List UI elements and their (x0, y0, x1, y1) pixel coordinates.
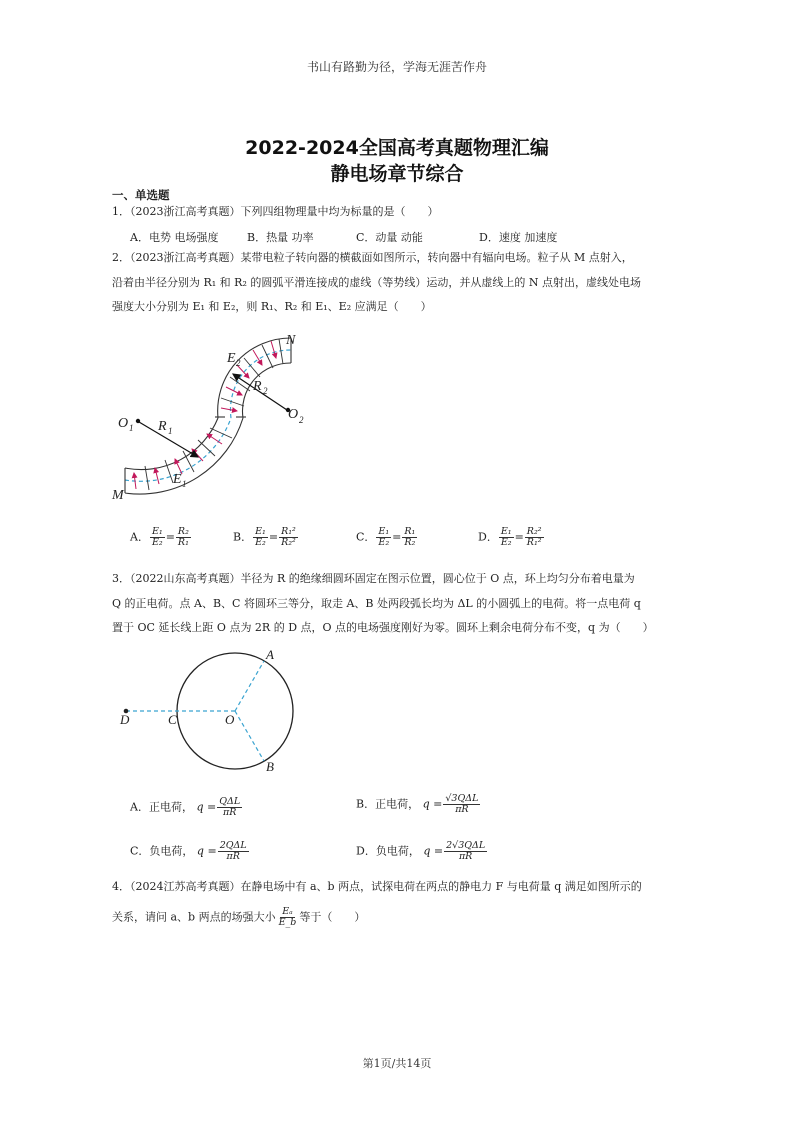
q3-line2: Q 的正电荷。点 A、B、C 将圆环三等分，取走 A、B 处两段弧长均为 ΔL 的小圆弧上的电荷。将一点电荷 q (112, 597, 641, 610)
q2-option-a: A． $\frac{\text{E₁}}{\text{E₂}}$ = $\frac{\text{R₂}}{\text{R₁}}$ (130, 526, 189, 548)
label-R1-sub: 1 (168, 426, 173, 436)
label-E2-sub: 2 (236, 358, 241, 368)
q1-option-a: A．电势 电场强度 (130, 231, 219, 244)
q3-option-d: D．负电荷， q = $\frac{\text{2√3QΔL}}{\pi R}$ (356, 840, 486, 862)
label-O: O (225, 712, 235, 727)
q3-ring-figure (112, 645, 312, 777)
q2-line1: 2．（2023浙江高考真题）某带电粒子转向器的横截面如图所示，转向器中有辐向电场。粒子从 M 点射入， (112, 251, 633, 264)
q3-option-c: C．负电荷， q = $\frac{\text{2QΔL}}{\pi R}$ (130, 840, 247, 862)
q2-deflector-figure (105, 318, 320, 513)
q1-option-d: D．速度 加速度 (479, 231, 558, 244)
label-O2-sub: 2 (299, 415, 304, 425)
q3-line1: 3．（2022山东高考真题）半径为 R 的绝缘细圆环固定在图示位置，圆心位于 O 点，环上均匀分布着电量为 (112, 572, 635, 585)
q2-option-d: D． $\frac{\text{E₁}}{\text{E₂}}$ = $\frac{\text{R₂²}}{\text{R₁²}}$ (478, 526, 542, 548)
label-O1: O (118, 416, 129, 431)
page-header: 书山有路勤为径，学海无涯苦作舟 (306, 60, 487, 74)
q2-line2: 沿着由半径分别为 R₁ 和 R₂ 的圆弧平滑连接成的虚线（等势线）运动，并从虚线上的 N 点射出，虚线处电场 (112, 276, 641, 289)
q2-option-b: B． $\frac{\text{E₁}}{\text{E₂}}$ = $\frac{\text{R₁²}}{\text{R₂²}}$ (233, 526, 296, 548)
label-R1: R (158, 419, 167, 434)
label-M: M (112, 488, 124, 503)
label-E1-sub: 1 (182, 479, 187, 489)
page-footer: 第1页/共14页 (362, 1057, 432, 1070)
q4-line2: 关系，请问 a、b 两点的场强大小 $\frac{\text{Eₐ}}{E\_b}$ 等于（ ） (112, 906, 366, 928)
q1-option-b: B．热量 功率 (247, 231, 314, 244)
label-B: B (266, 759, 274, 774)
label-R2-sub: 2 (263, 386, 268, 396)
label-C: C (168, 712, 177, 727)
label-O2: O (288, 407, 299, 422)
q3-line3: 置于 OC 延长线上距 O 点为 2R 的 D 点，O 点的电场强度刚好为零。圆环上剩余电荷分布不变，q 为（ ） (112, 621, 654, 634)
label-O1-sub: 1 (129, 423, 134, 433)
doc-title: 2022-2024全国高考真题物理汇编 (245, 137, 549, 159)
q3-option-a: A．正电荷， q = $\frac{\text{QΔL}}{\pi R}$ (130, 796, 241, 818)
label-E2: E (227, 351, 236, 366)
label-E1: E (173, 472, 182, 487)
section-heading: 一、单选题 (112, 188, 170, 202)
label-R2: R (253, 379, 262, 394)
q3-option-b: B．正电荷， q = $\frac{\text{√3QΔL}}{\pi R}$ (356, 793, 479, 815)
label-A: A (266, 647, 274, 662)
label-D: D (120, 712, 130, 727)
q2-line3: 强度大小分别为 E₁ 和 E₂，则 R₁、R₂ 和 E₁、E₂ 应满足（ ） (112, 300, 432, 313)
doc-subtitle: 静电场章节综合 (330, 163, 464, 185)
q1-option-c: C．动量 动能 (356, 231, 423, 244)
q1-stem: 1．（2023浙江高考真题）下列四组物理量中均为标量的是（ ） (112, 205, 439, 218)
label-N: N (286, 333, 296, 348)
q2-option-c: C． $\frac{\text{E₁}}{\text{E₂}}$ = $\frac{\text{R₁}}{\text{R₂}}$ (356, 526, 416, 548)
q4-line1: 4．（2024江苏高考真题）在静电场中有 a、b 两点，试探电荷在两点的静电力 F 与电荷量 q 满足如图所示的 (112, 880, 642, 893)
